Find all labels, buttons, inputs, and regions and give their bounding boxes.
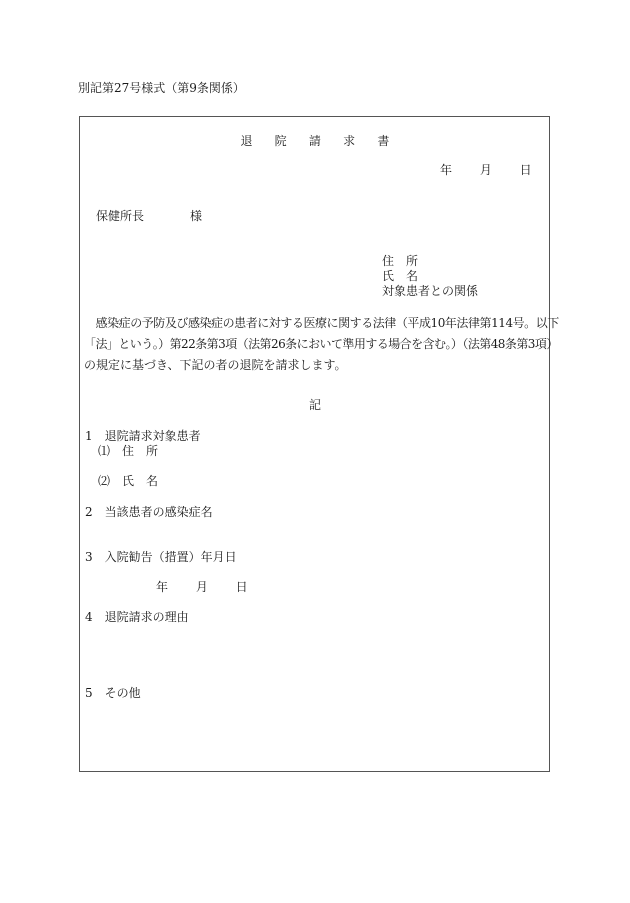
adm-date-month: 月 (195, 580, 208, 594)
applicant-name-label: 氏 名 (382, 269, 419, 283)
submission-date (440, 163, 532, 178)
form-label: 別記第27号様式（第9条関係） (78, 81, 245, 95)
date-month: 月 (479, 163, 492, 177)
admission-date (156, 580, 248, 595)
addressee-honorific: 様 (190, 209, 203, 223)
date-year: 年 (440, 163, 453, 177)
title-char: 請 (308, 134, 322, 148)
applicant-address-label: 住 所 (382, 254, 419, 268)
body-line: の規定に基づき、下記の者の退院を請求します。 (84, 358, 347, 372)
title-char: 求 (343, 134, 356, 148)
document-title (0, 134, 630, 149)
title-char: 退 (240, 134, 253, 148)
adm-date-year: 年 (156, 580, 169, 594)
request-body (84, 313, 559, 376)
item-1-name: ⑵ 氏 名 (98, 474, 159, 488)
item-4: 4 退院請求の理由 (85, 610, 189, 624)
item-5: 5 その他 (85, 686, 141, 700)
item-1-address: ⑴ 住 所 (98, 444, 159, 458)
addressee-name: 保健所長 (96, 209, 145, 223)
title-char: 院 (274, 134, 287, 148)
body-line: 「法」という。）第22条第3項（法第26条において準用する場合を含む。）（法第48条第3項） (84, 337, 558, 351)
adm-date-day: 日 (235, 580, 248, 594)
item-2: 2 当該患者の感染症名 (85, 505, 213, 519)
item-1: 1 退院請求対象患者 (85, 429, 201, 443)
date-day: 日 (519, 163, 532, 177)
item-3: 3 入院勧告（措置）年月日 (85, 550, 237, 564)
ki-heading: 記 (309, 398, 322, 412)
applicant-relation-label: 対象患者との関係 (382, 284, 479, 298)
title-char: 書 (377, 134, 390, 148)
body-line: 感染症の予防及び感染症の患者に対する医療に関する法律（平成10年法律第114号。以下 (84, 316, 559, 330)
